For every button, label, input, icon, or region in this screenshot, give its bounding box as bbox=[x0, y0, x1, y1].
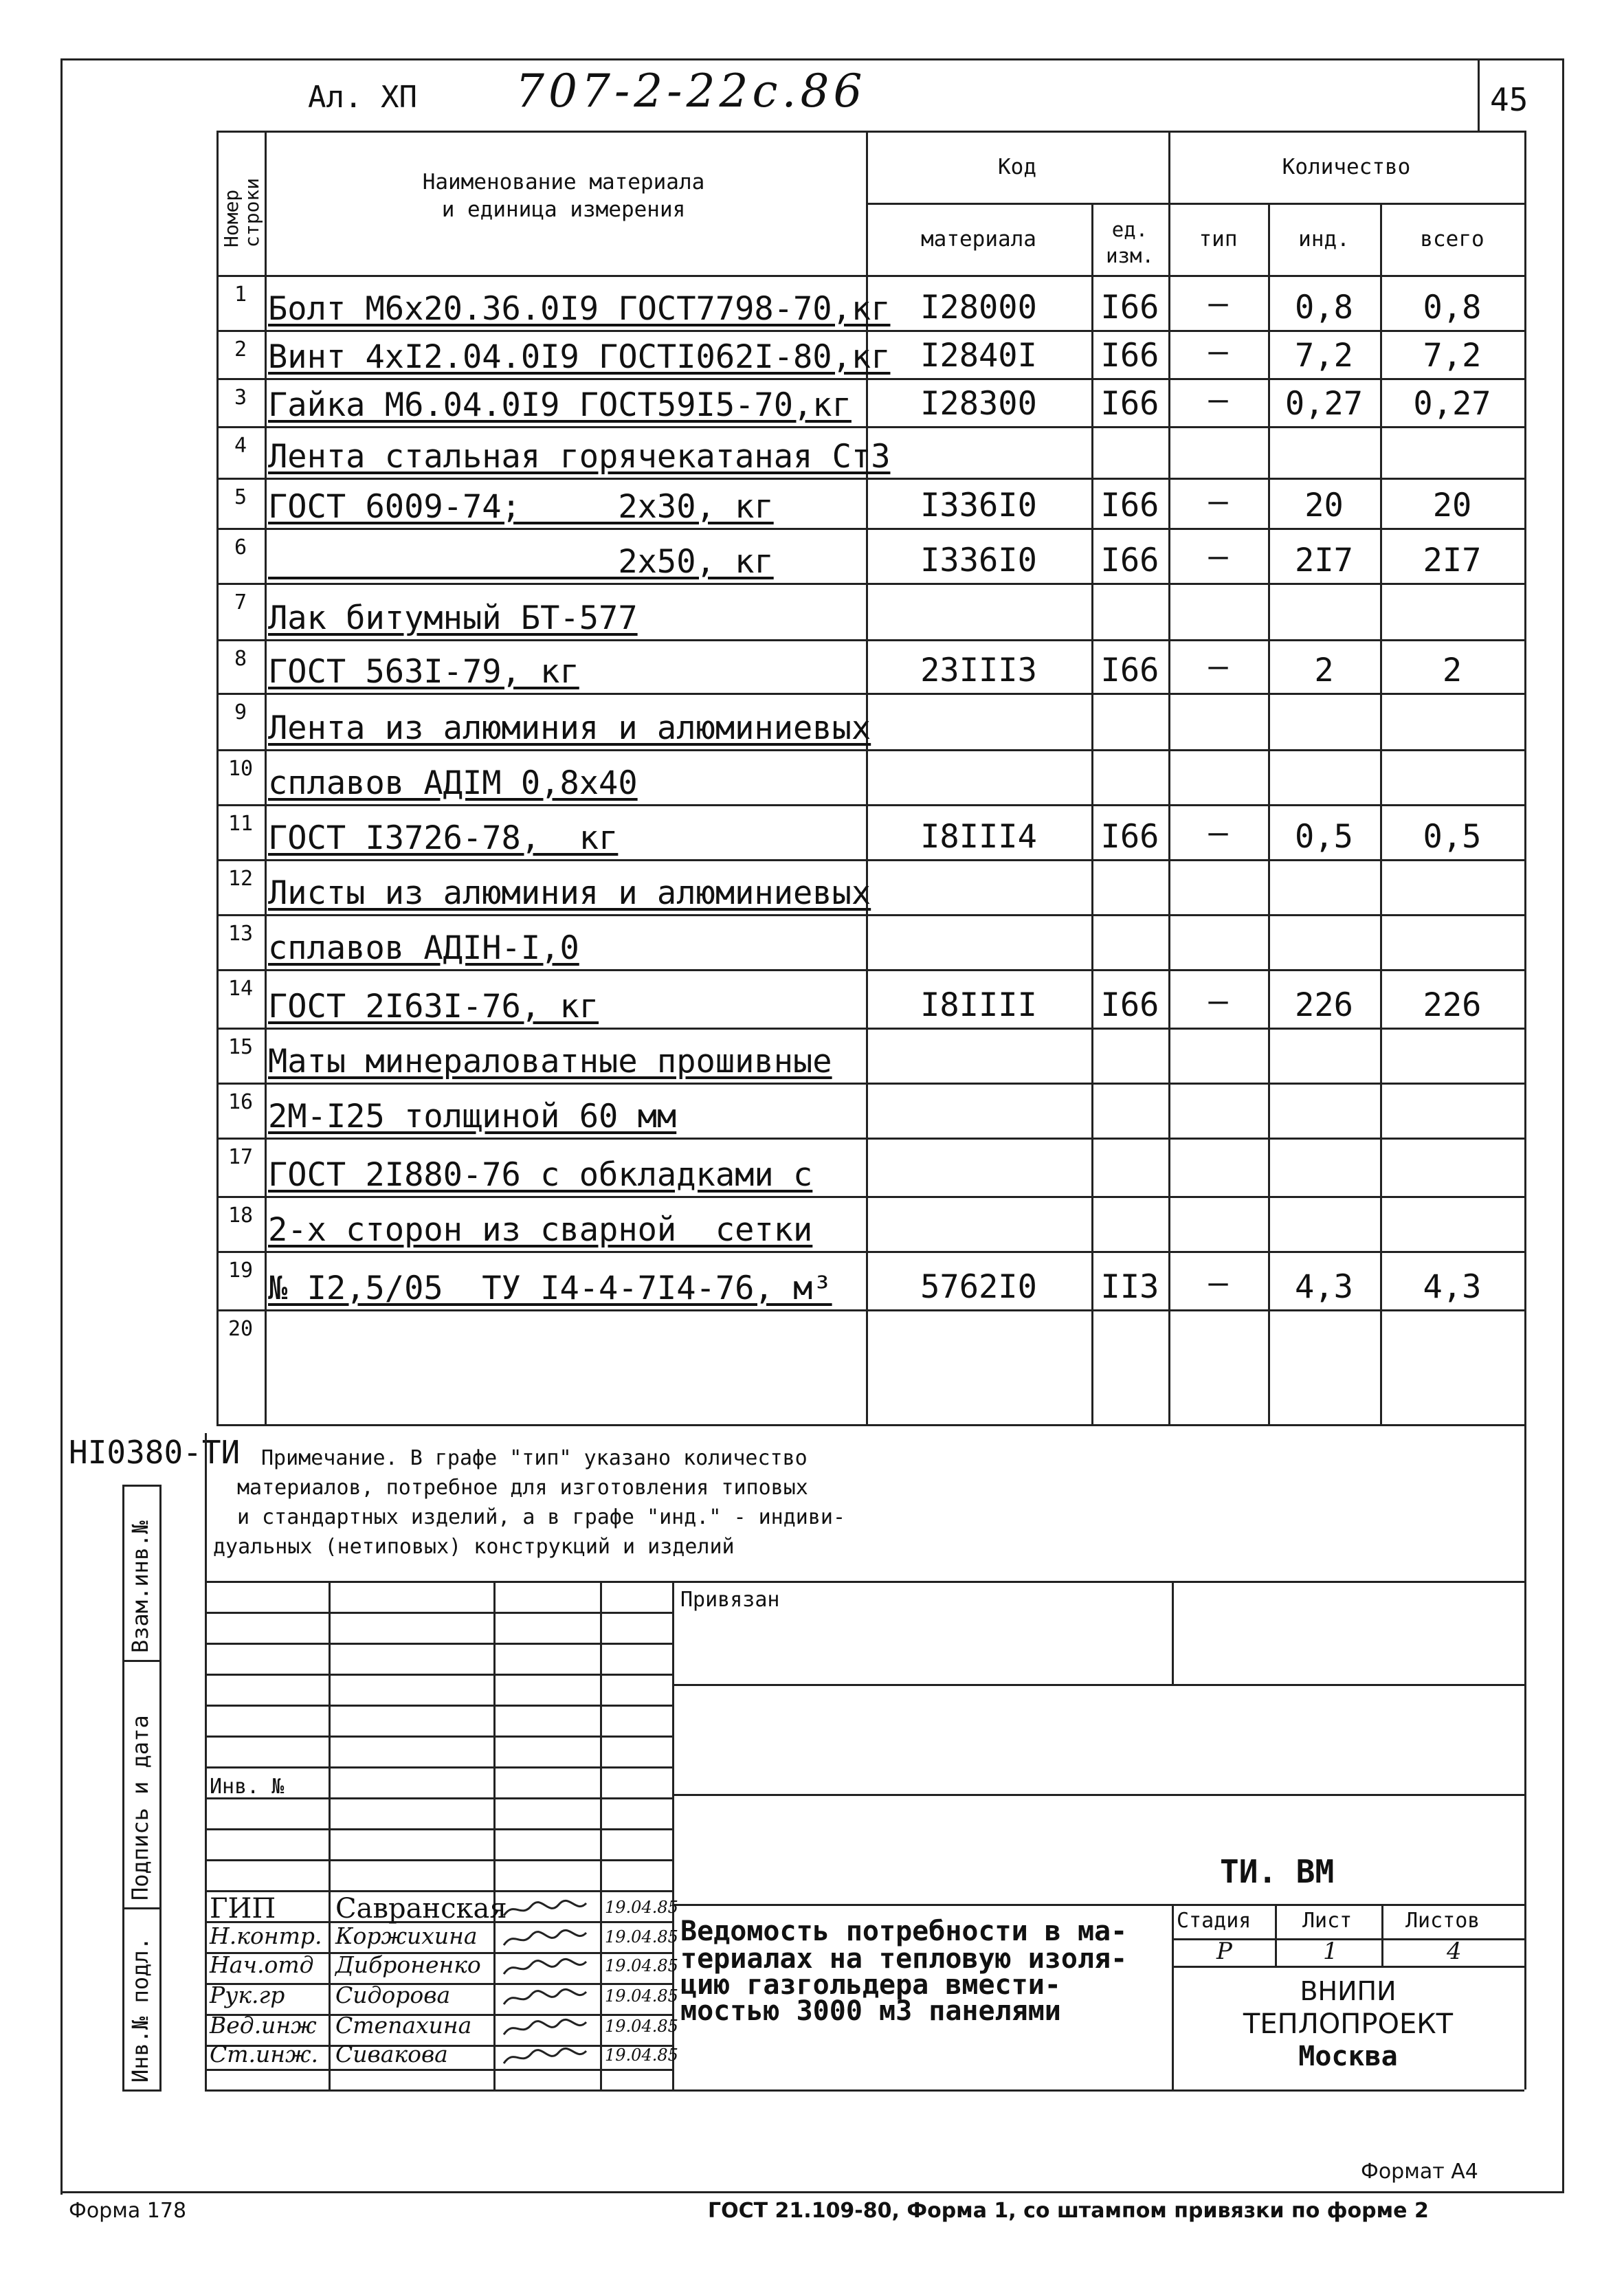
document-title-line: териалах на тепловую изоля- bbox=[680, 1943, 1128, 1975]
table-line bbox=[866, 203, 1524, 205]
row-divider bbox=[216, 969, 1524, 971]
row-qty-type: – bbox=[1208, 285, 1228, 322]
side-band-line bbox=[122, 1907, 162, 1909]
format-label: Формат А4 bbox=[1361, 2160, 1478, 2184]
side-label-podpis: Подпись и дата bbox=[127, 1715, 153, 1900]
stage-label: Стадия bbox=[1177, 1909, 1252, 1933]
row-unit-code: I66 bbox=[1100, 542, 1159, 579]
sheet-number: 45 bbox=[1490, 81, 1528, 118]
signer-name: Сивакова bbox=[335, 2041, 448, 2067]
stamp-line bbox=[672, 1794, 1524, 1796]
sheet-label: Лист bbox=[1302, 1909, 1353, 1933]
row-number: 4 bbox=[234, 434, 247, 458]
signer-role: Вед.инж bbox=[210, 2012, 317, 2039]
table-line bbox=[1168, 131, 1170, 1424]
signer-name: Степахина bbox=[335, 2012, 472, 2039]
row-material-name: Маты минераловатные прошивные bbox=[268, 1043, 832, 1080]
row-material-name: сплавов АДIМ 0,8х40 bbox=[268, 764, 638, 802]
org-line: ТЕПЛОПРОЕКТ bbox=[1243, 2008, 1454, 2040]
row-qty-type: – bbox=[1208, 483, 1228, 520]
org-line: ВНИПИ bbox=[1300, 1976, 1397, 2006]
row-divider bbox=[216, 330, 1524, 332]
row-qty-total: 0,27 bbox=[1413, 385, 1491, 423]
frame-line bbox=[1562, 58, 1564, 2193]
signer-name: Диброненко bbox=[335, 1951, 481, 1978]
header-code-unit: ед. изм. bbox=[1106, 218, 1154, 267]
stamp-line bbox=[205, 1643, 672, 1645]
row-unit-code: I66 bbox=[1100, 818, 1159, 856]
form-right: ГОСТ 21.109-80, Форма 1, со штампом привязки по форме 2 bbox=[708, 2199, 1429, 2223]
signer-date: 19.04.85 bbox=[605, 1986, 678, 2006]
table-line bbox=[216, 1424, 1524, 1426]
row-material-name: Лак битумный БТ-577 bbox=[268, 599, 638, 637]
row-number: 3 bbox=[234, 386, 247, 410]
stamp-line bbox=[205, 1859, 672, 1861]
side-band-line bbox=[122, 1485, 124, 2089]
row-number: 2 bbox=[234, 337, 247, 362]
row-number: 20 bbox=[227, 1317, 254, 1341]
signer-role: ГИП bbox=[210, 1893, 276, 1925]
stamp-line bbox=[672, 1581, 674, 2089]
row-number: 8 bbox=[234, 647, 247, 671]
stamp-line bbox=[600, 1581, 602, 2089]
row-unit-code: II3 bbox=[1100, 1268, 1159, 1306]
row-material-name: Листы из алюминия и алюминиевых bbox=[268, 874, 871, 912]
row-unit-code: I66 bbox=[1100, 289, 1159, 326]
signer-name: Коржихина bbox=[335, 1922, 478, 1949]
row-divider bbox=[216, 426, 1524, 428]
note-line: материалов, потребное для изготовления типовых bbox=[237, 1476, 808, 1500]
row-qty-type: – bbox=[1208, 982, 1228, 1020]
row-material-name: 2М-I25 толщиной 60 мм bbox=[268, 1098, 677, 1135]
row-material-code: I2840I bbox=[920, 337, 1037, 375]
stamp-line bbox=[205, 1890, 672, 1892]
signature-icon bbox=[500, 1986, 590, 2010]
stamp-code: ТИ. ВМ bbox=[1220, 1853, 1335, 1890]
row-material-name: ГОСТ 6009-74; 2х30, кг bbox=[268, 488, 774, 526]
signer-date: 19.04.85 bbox=[605, 1956, 678, 1975]
header-code-material: материала bbox=[921, 227, 1036, 252]
signature-icon bbox=[500, 2017, 590, 2040]
side-label-inv-podl: Инв.№ подл. bbox=[127, 1937, 153, 2083]
row-qty-type: – bbox=[1208, 1264, 1228, 1302]
row-number: 6 bbox=[234, 535, 247, 559]
row-qty-ind: 7,2 bbox=[1295, 337, 1353, 375]
row-qty-ind: 20 bbox=[1304, 487, 1344, 524]
row-unit-code: I66 bbox=[1100, 652, 1159, 689]
signature-icon bbox=[500, 1927, 590, 1951]
row-divider bbox=[216, 275, 1524, 277]
header-row-number: Номер строки bbox=[220, 177, 263, 247]
row-qty-type: – bbox=[1208, 537, 1228, 575]
stamp-line bbox=[1172, 1966, 1524, 1968]
row-qty-total: 226 bbox=[1423, 986, 1482, 1024]
row-material-name: ГОСТ I3726-78, кг bbox=[268, 819, 619, 857]
row-divider bbox=[216, 583, 1524, 585]
document-title-line: Ведомость потребности в ма- bbox=[680, 1916, 1128, 1947]
header-material-name: Наименование материала и единица измерения bbox=[422, 170, 705, 222]
row-unit-code: I66 bbox=[1100, 487, 1159, 524]
document-code: 707-2-22с.86 bbox=[515, 65, 867, 118]
row-divider bbox=[216, 693, 1524, 695]
signer-date: 19.04.85 bbox=[605, 2045, 678, 2065]
row-number: 14 bbox=[227, 977, 254, 1001]
album-label: Ал. ХП bbox=[308, 80, 417, 115]
row-number: 9 bbox=[234, 700, 247, 724]
table-line bbox=[1380, 203, 1382, 1424]
row-material-name: Лента из алюминия и алюминиевых bbox=[268, 709, 871, 747]
stamp-line bbox=[205, 1674, 672, 1676]
row-divider bbox=[216, 478, 1524, 480]
row-qty-type: – bbox=[1208, 333, 1228, 370]
row-unit-code: I66 bbox=[1100, 986, 1159, 1024]
row-material-name: ГОСТ 563I-79, кг bbox=[268, 653, 579, 691]
stamp-line bbox=[329, 1581, 331, 2089]
stage-value: Р bbox=[1216, 1938, 1232, 1965]
row-divider bbox=[216, 749, 1524, 751]
row-qty-ind: 0,5 bbox=[1295, 818, 1353, 856]
side-band-line bbox=[122, 2089, 162, 2092]
row-divider bbox=[216, 528, 1524, 530]
row-qty-type: – bbox=[1208, 814, 1228, 852]
row-material-code: I336I0 bbox=[920, 542, 1037, 579]
signer-role: Ст.инж. bbox=[210, 2041, 319, 2067]
document-title-line: цию газгольдера вмести- bbox=[680, 1969, 1061, 2001]
signer-name: Савранская bbox=[335, 1893, 507, 1925]
row-number: 19 bbox=[227, 1259, 254, 1283]
row-qty-total: 0,5 bbox=[1423, 818, 1482, 856]
row-material-name: 2-х сторон из сварной сетки bbox=[268, 1211, 813, 1249]
note-line: Примечание. В графе "тип" указано количество bbox=[261, 1446, 808, 1470]
row-qty-total: 7,2 bbox=[1423, 337, 1482, 375]
header-qty-total: всего bbox=[1420, 227, 1484, 252]
signature-icon bbox=[500, 1956, 590, 1980]
row-divider bbox=[216, 914, 1524, 916]
row-qty-ind: 2I7 bbox=[1295, 542, 1353, 579]
header-qty-type: тип bbox=[1199, 227, 1238, 252]
table-line bbox=[265, 131, 267, 1424]
row-number: 5 bbox=[234, 485, 247, 509]
row-qty-total: 2I7 bbox=[1423, 542, 1482, 579]
stamp-line bbox=[1275, 1904, 1277, 1966]
row-divider bbox=[216, 1309, 1524, 1311]
row-material-code: I28300 bbox=[920, 385, 1037, 423]
table-line bbox=[1524, 131, 1526, 1424]
row-material-code: I8III4 bbox=[920, 818, 1037, 856]
side-label-vzam: Взам.инв.№ bbox=[127, 1520, 153, 1653]
document-title-line: мостью 3000 м3 панелями bbox=[680, 1995, 1061, 2027]
stamp-line bbox=[205, 2089, 672, 2092]
side-code: HI0380-ТИ bbox=[69, 1434, 241, 1471]
row-qty-ind: 0,27 bbox=[1284, 385, 1364, 423]
row-qty-total: 2 bbox=[1442, 652, 1462, 689]
row-number: 7 bbox=[234, 590, 247, 614]
row-number: 15 bbox=[227, 1035, 254, 1059]
row-number: 11 bbox=[227, 812, 254, 836]
stamp-line bbox=[672, 1684, 1524, 1686]
privyazan-label: Привязан bbox=[680, 1588, 780, 1612]
form-left: Форма 178 bbox=[69, 2199, 187, 2223]
signer-role: Н.контр. bbox=[210, 1922, 322, 1949]
row-divider bbox=[216, 639, 1524, 641]
header-qty-ind: инд. bbox=[1298, 227, 1350, 252]
row-material-name: ГОСТ 2I63I-76, кг bbox=[268, 988, 599, 1025]
row-material-name: Гайка М6.04.0I9 ГОСТ59I5-70,кг bbox=[268, 386, 852, 424]
row-material-name: сплавов АДIН-I,0 bbox=[268, 929, 579, 967]
row-material-name: 2х50, кг bbox=[268, 543, 774, 581]
stamp-line bbox=[205, 1581, 672, 1583]
row-number: 10 bbox=[227, 757, 254, 781]
row-divider bbox=[216, 1251, 1524, 1253]
row-qty-type: – bbox=[1208, 647, 1228, 685]
row-material-code: I336I0 bbox=[920, 487, 1037, 524]
sheets-value: 4 bbox=[1447, 1938, 1462, 1965]
row-qty-ind: 4,3 bbox=[1295, 1268, 1353, 1306]
header-quantity: Количество bbox=[1282, 155, 1411, 179]
inv-no-label: Инв. № bbox=[210, 1777, 291, 1797]
side-band-line bbox=[159, 1485, 162, 2089]
signer-name: Сидорова bbox=[335, 1982, 451, 2008]
row-number: 13 bbox=[227, 922, 254, 946]
row-material-name: ГОСТ 2I880-76 с обкладками с bbox=[268, 1156, 813, 1194]
signer-date: 19.04.85 bbox=[605, 2017, 678, 2036]
row-qty-ind: 0,8 bbox=[1295, 289, 1353, 326]
signature-icon bbox=[500, 2045, 590, 2069]
row-material-code: 5762I0 bbox=[920, 1268, 1037, 1306]
signer-date: 19.04.85 bbox=[605, 1898, 678, 1917]
stamp-line bbox=[205, 1828, 672, 1830]
row-material-code: I8IIII bbox=[920, 986, 1037, 1024]
stamp-line bbox=[205, 1705, 672, 1707]
signer-role: Нач.отд bbox=[210, 1951, 314, 1978]
sheet-box-line bbox=[1478, 58, 1480, 133]
row-qty-total: 0,8 bbox=[1423, 289, 1482, 326]
header-code: Код bbox=[998, 155, 1036, 179]
row-material-name: Винт 4хI2.04.0I9 ГОСТI062I-80,кг bbox=[268, 338, 891, 376]
row-divider bbox=[216, 378, 1524, 380]
table-line bbox=[216, 131, 1524, 133]
stamp-line bbox=[1524, 1424, 1526, 2089]
side-band-line bbox=[122, 1485, 162, 1487]
row-material-code: 23III3 bbox=[920, 652, 1037, 689]
row-divider bbox=[216, 1196, 1524, 1198]
row-unit-code: I66 bbox=[1100, 337, 1159, 375]
signer-date: 19.04.85 bbox=[605, 1927, 678, 1947]
signer-role: Рук.гр bbox=[210, 1982, 285, 2008]
signature-icon bbox=[500, 1898, 590, 1921]
stamp-line bbox=[1381, 1904, 1383, 1966]
stamp-line bbox=[493, 1581, 496, 2089]
row-number: 1 bbox=[234, 282, 247, 307]
row-material-name: Болт М6х20.36.0I9 ГОСТ7798-70,кг bbox=[268, 290, 891, 328]
sheet-value: 1 bbox=[1323, 1938, 1338, 1965]
row-material-name: № I2,5/05 ТУ I4-4-7I4-76, м³ bbox=[268, 1269, 832, 1307]
side-band-line bbox=[122, 1660, 162, 1662]
row-qty-ind: 226 bbox=[1295, 986, 1353, 1024]
sheets-label: Листов bbox=[1405, 1909, 1480, 1933]
row-divider bbox=[216, 1138, 1524, 1140]
row-qty-total: 20 bbox=[1432, 487, 1472, 524]
note-line: и стандартных изделий, а в графе "инд." - индиви- bbox=[237, 1505, 846, 1529]
stamp-line bbox=[205, 2069, 672, 2071]
note-line: дуальных (нетиповых) конструкций и изделий bbox=[213, 1535, 735, 1559]
org-line: Москва bbox=[1298, 2041, 1398, 2072]
table-line bbox=[1268, 203, 1270, 1424]
stamp-line bbox=[205, 1612, 672, 1614]
stamp-line bbox=[1172, 1581, 1174, 1684]
row-qty-type: – bbox=[1208, 381, 1228, 419]
row-divider bbox=[216, 859, 1524, 861]
stamp-line bbox=[672, 1904, 1524, 1906]
row-qty-ind: 2 bbox=[1314, 652, 1334, 689]
stamp-line bbox=[205, 1736, 672, 1738]
row-qty-total: 4,3 bbox=[1423, 1268, 1482, 1306]
row-number: 12 bbox=[227, 867, 254, 891]
row-unit-code: I66 bbox=[1100, 385, 1159, 423]
row-number: 18 bbox=[227, 1204, 254, 1228]
row-material-code: I28000 bbox=[920, 289, 1037, 326]
row-number: 16 bbox=[227, 1090, 254, 1114]
frame-line bbox=[60, 2191, 1564, 2193]
row-number: 17 bbox=[227, 1145, 254, 1169]
table-line bbox=[1091, 203, 1093, 1424]
side-band-line bbox=[205, 1433, 207, 2089]
row-divider bbox=[216, 1028, 1524, 1030]
row-divider bbox=[216, 1083, 1524, 1085]
row-divider bbox=[216, 804, 1524, 806]
row-material-name: Лента стальная горячекатаная Ст3 bbox=[268, 438, 891, 476]
stamp-line bbox=[205, 1766, 672, 1768]
